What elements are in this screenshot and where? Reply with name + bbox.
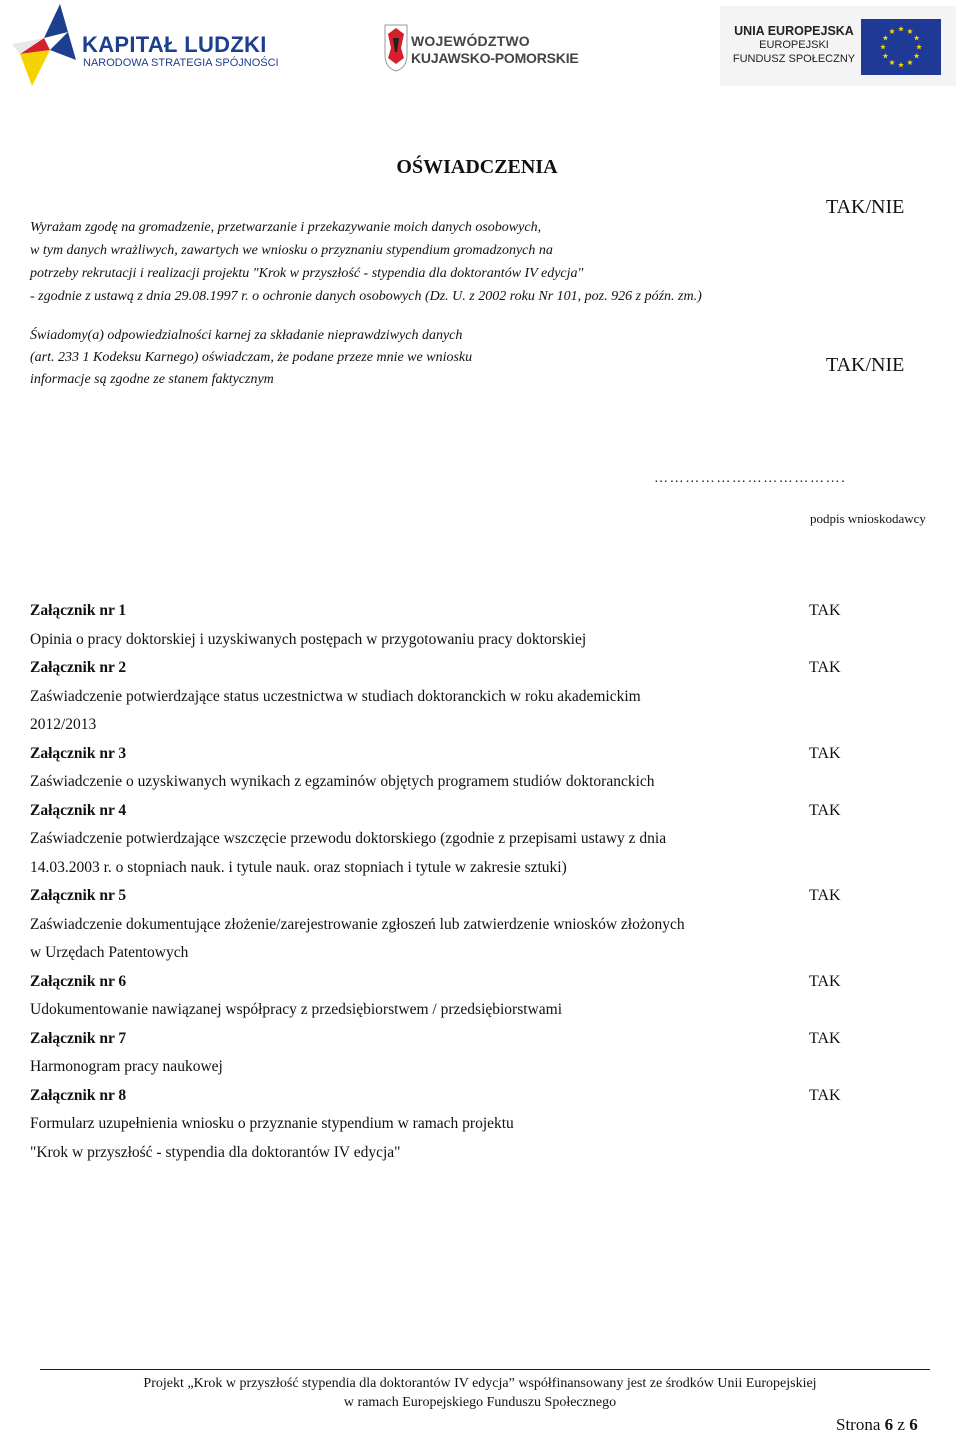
attachment-2-desc: Zaświadczenie potwierdzające status uczestnictwa w studiach doktoranckich w roku akademickim — [30, 688, 641, 705]
attachment-5-desc: Zaświadczenie dokumentujące złożenie/zarejestrowanie zgłoszeń lub zatwierdzenie wniosków złożonych — [30, 916, 685, 933]
awareness-line-2: (art. 233 1 Kodeksu Karnego) oświadczam, że podane przeze mnie we wniosku — [30, 350, 473, 365]
attachment-8-desc: Formularz uzupełnienia wniosku o przyznanie stypendium w ramach projektu — [30, 1115, 514, 1132]
awareness-line-1: Świadomy(a) odpowiedzialności karnej za składanie nieprawdziwych danych — [30, 328, 463, 343]
eu-logo-line2: EUROPEJSKI — [759, 39, 829, 51]
wojewodztwo-logo — [384, 18, 594, 78]
eu-logo-line3: FUNDUSZ SPOŁECZNY — [732, 53, 856, 65]
attachment-1-answer: TAK — [809, 602, 841, 619]
attachment-1-desc: Opinia o pracy doktorskiej i uzyskiwanych postępach w przygotowaniu pracy doktorskiej — [30, 631, 587, 648]
consent-answer: TAK/NIE — [826, 196, 905, 218]
kapital-ludzki-subtitle: NARODOWA STRATEGIA SPÓJNOŚCI — [83, 57, 279, 69]
page-number-current: 6 — [884, 1415, 894, 1434]
signature-label: podpis wnioskodawcy — [810, 511, 926, 526]
attachment-7-answer: TAK — [809, 1030, 841, 1047]
attachment-5-answer: TAK — [809, 887, 841, 904]
page-title: OŚWIADCZENIA — [396, 156, 558, 178]
attachment-8-answer: TAK — [809, 1087, 841, 1104]
eu-flag-icon — [861, 19, 941, 75]
consent-line-4: - zgodnie z ustawą z dnia 29.08.1997 r. o ochronie danych osobowych (Dz. U. z 2002 roku Nr 101, poz. 926 z późn. zm.) — [30, 289, 702, 304]
attachment-7-title: Załącznik nr 7 — [30, 1030, 127, 1047]
attachment-6-answer: TAK — [809, 973, 841, 990]
attachment-5-title: Załącznik nr 5 — [30, 887, 127, 904]
attachment-7-desc: Harmonogram pracy naukowej — [30, 1058, 223, 1075]
attachment-1-title: Załącznik nr 1 — [30, 602, 127, 619]
awareness-answer: TAK/NIE — [826, 354, 905, 376]
awareness-line-3: informacje są zgodne ze stanem faktycznym — [30, 372, 274, 387]
attachment-2-title: Załącznik nr 2 — [30, 659, 127, 676]
attachment-2-desc-cont: 2012/2013 — [30, 716, 97, 733]
consent-line-3: potrzeby rekrutacji i realizacji projektu "Krok w przyszłość - stypendia dla doktorantów IV edycja" — [30, 266, 584, 281]
page-number — [836, 1415, 918, 1435]
attachment-3-answer: TAK — [809, 745, 841, 762]
page-number-prefix: Strona — [836, 1415, 881, 1434]
wojewodztwo-name-line2: KUJAWSKO-POMORSKIE — [411, 50, 579, 66]
attachment-4-desc: Zaświadczenie potwierdzające wszczęcie przewodu doktorskiego (zgodnie z przepisami ustawy z dnia — [30, 830, 667, 847]
kapital-ludzki-star-icon — [10, 4, 80, 88]
attachment-4-desc-cont: 14.03.2003 r. o stopniach nauk. i tytule nauk. oraz stopniach i tytule w zakresie sztuki) — [30, 859, 567, 876]
consent-line-2: w tym danych wrażliwych, zawartych we wniosku o przyznaniu stypendium gromadzonych na — [30, 243, 553, 258]
attachment-4-answer: TAK — [809, 802, 841, 819]
attachment-3-title: Załącznik nr 3 — [30, 745, 127, 762]
attachment-5-desc-cont: w Urzędach Patentowych — [30, 944, 189, 961]
attachment-6-title: Załącznik nr 6 — [30, 973, 127, 990]
kapital-ludzki-logo — [10, 4, 279, 88]
coat-of-arms-icon — [384, 24, 408, 72]
attachment-8-title: Załącznik nr 8 — [30, 1087, 127, 1104]
page-number-total: 6 — [909, 1415, 918, 1434]
page-number-sep: z — [897, 1415, 905, 1434]
kapital-ludzki-title: KAPITAŁ LUDZKI — [82, 32, 267, 57]
attachment-6-desc: Udokumentowanie nawiązanej współpracy z przedsiębiorstwem / przedsiębiorstwami — [30, 1001, 562, 1018]
signature-line: ………………………………. — [654, 471, 847, 486]
attachment-4-title: Załącznik nr 4 — [30, 802, 127, 819]
consent-line-1: Wyrażam zgodę na gromadzenie, przetwarzanie i przekazywanie moich danych osobowych, — [30, 220, 542, 235]
footer-divider — [40, 1369, 930, 1370]
footer-project-line: Projekt „Krok w przyszłość stypendia dla doktorantów IV edycja” współfinansowany jest ze środków Unii Europejskiej — [143, 1376, 817, 1391]
wojewodztwo-name-line1: WOJEWÓDZTWO — [411, 33, 530, 49]
attachment-8-desc-cont: "Krok w przyszłość - stypendia dla doktorantów IV edycja" — [30, 1144, 401, 1161]
eu-logo-line1: UNIA EUROPEJSKA — [734, 24, 854, 38]
footer-funding-line: w ramach Europejskiego Funduszu Społecznego — [343, 1395, 617, 1410]
eu-logo — [720, 6, 956, 86]
attachment-3-desc: Zaświadczenie o uzyskiwanych wynikach z egzaminów objętych programem studiów doktoranckich — [30, 773, 655, 790]
attachment-2-answer: TAK — [809, 659, 841, 676]
